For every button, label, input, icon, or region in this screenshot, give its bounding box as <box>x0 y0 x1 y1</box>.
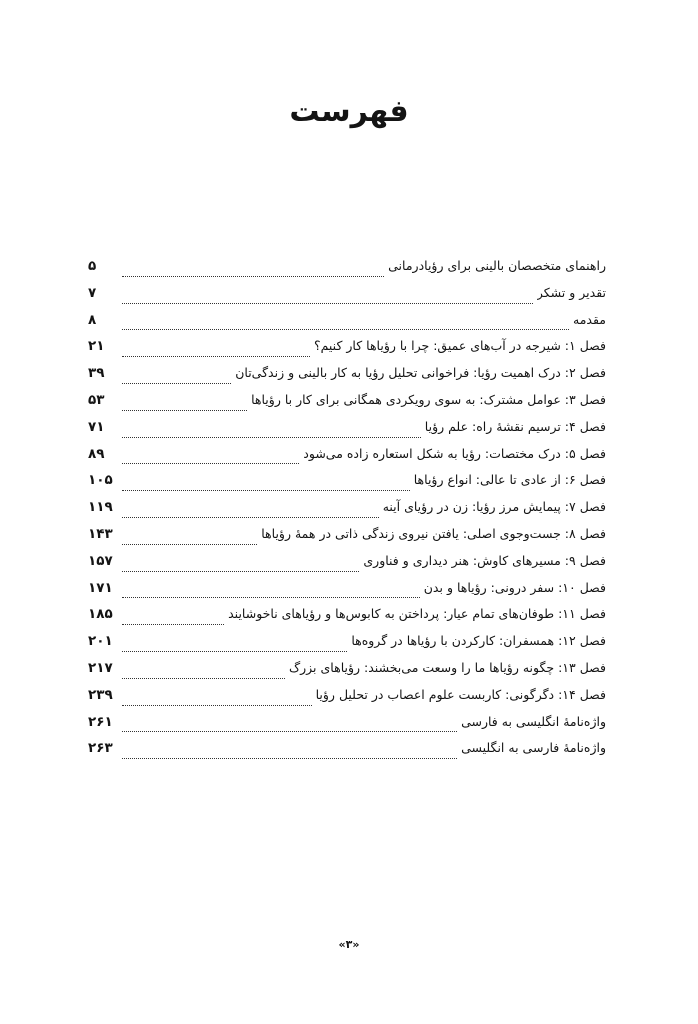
toc-entry-page-number: ۵۳ <box>88 391 105 408</box>
toc-entry <box>88 740 606 767</box>
toc-entry <box>88 419 606 446</box>
dot-leader <box>122 382 231 384</box>
toc-entry-page-number: ۱۰۵ <box>88 472 113 489</box>
toc-entry <box>88 580 606 607</box>
toc-entry <box>88 258 606 285</box>
toc-entry <box>88 285 606 312</box>
toc-entry-title: واژه‌نامهٔ انگلیسی به فارسی <box>461 713 606 729</box>
toc-entry-title: فصل ۱۱: طوفان‌های تمام عیار: پرداختن به کابوس‌ها و رؤیاهای ناخوشایند <box>228 606 606 622</box>
toc-entry <box>88 687 606 714</box>
dot-leader <box>122 328 569 330</box>
toc-entry-page-number: ۲۱۷ <box>88 659 113 676</box>
dot-leader <box>122 730 457 732</box>
toc-entry-title: تقدیر و تشکر <box>536 284 606 300</box>
toc-entry <box>88 338 606 365</box>
dot-leader <box>122 436 421 438</box>
toc-entry <box>88 633 606 660</box>
toc-entry-page-number: ۸۹ <box>88 445 105 462</box>
toc-entry-page-number: ۲۱ <box>88 338 105 355</box>
toc-entry-page-number: ۲۰۱ <box>88 633 113 650</box>
dot-leader <box>122 570 359 572</box>
toc-entry-page-number: ۱۱۹ <box>88 499 113 516</box>
toc-entry-page-number: ۲۳۹ <box>88 686 113 703</box>
toc-entry <box>88 606 606 633</box>
dot-leader <box>122 704 312 706</box>
toc-entry-title: فصل ۴: ترسیم نقشهٔ راه: علم رؤیا <box>424 418 606 434</box>
toc-entry <box>88 526 606 553</box>
dot-leader <box>122 757 457 759</box>
toc-entry-page-number: ۵ <box>88 258 97 274</box>
dot-leader <box>122 596 420 598</box>
toc-entry-page-number: ۳۹ <box>88 365 105 382</box>
toc-entry-title: فصل ۸: جست‌وجوی اصلی: یافتن نیروی زندگی ذاتی در همهٔ رؤیاها <box>261 525 606 541</box>
toc-entry-title: راهنمای متخصصان بالینی برای رؤیادرمانی <box>388 258 606 273</box>
dot-leader <box>122 355 310 357</box>
dot-leader <box>122 516 379 518</box>
toc-entry <box>88 446 606 473</box>
dot-leader <box>122 650 347 652</box>
toc-entry <box>88 660 606 687</box>
toc-entry <box>88 499 606 526</box>
toc-entry-page-number: ۲۶۳ <box>88 740 113 757</box>
toc-entry-title: فصل ۱۰: سفر درونی: رؤیاها و بدن <box>423 579 606 595</box>
toc-entry-page-number: ۷۱ <box>88 418 105 435</box>
toc-entry-title: فصل ۷: پیمایش مرز رؤیا: زن در رؤیای آینه <box>382 499 606 515</box>
toc-entry <box>88 392 606 419</box>
toc-entry <box>88 365 606 392</box>
toc-entry-title: فصل ۹: مسیرهای کاوش: هنر دیداری و فناوری <box>363 552 606 568</box>
dot-leader <box>122 409 247 411</box>
toc-entry-title: فصل ۱: شیرجه در آب‌های عمیق: چرا با رؤیاها کار کنیم؟ <box>313 338 606 354</box>
toc-entry-page-number: ۲۶۱ <box>88 713 113 730</box>
toc-entry-page-number: ۱۷۱ <box>88 579 113 596</box>
toc-entry-title: فصل ۱۲: همسفران: کارکردن با رؤیاها در گروه‌ها <box>351 633 606 649</box>
toc-entry <box>88 553 606 580</box>
toc-entry-title: مقدمه <box>573 311 606 327</box>
dot-leader <box>122 275 384 277</box>
toc-entry-title: فصل ۲: درک اهمیت رؤیا: فراخوانی تحلیل رؤیا به کار بالینی و زندگی‌تان <box>235 365 606 381</box>
page-title: فهرست <box>289 94 409 129</box>
toc-entry <box>88 472 606 499</box>
dot-leader <box>122 543 257 545</box>
toc-entry <box>88 714 606 741</box>
toc-entry <box>88 312 606 339</box>
toc-entry-page-number: ۱۸۵ <box>88 606 113 623</box>
toc-entry-title: فصل ۱۳: چگونه رؤیاها ما را وسعت می‌بخشند: رؤیاهای بزرگ <box>288 659 606 675</box>
toc-entry-title: فصل ۳: عوامل مشترک: به سوی رویکردی همگانی برای کار با رؤیاها <box>251 391 606 407</box>
dot-leader <box>122 462 299 464</box>
table-of-contents <box>88 258 606 767</box>
page-number: «۳» <box>338 938 360 951</box>
toc-entry-title: واژه‌نامهٔ فارسی به انگلیسی <box>461 740 606 756</box>
toc-entry-title: فصل ۶: از عادی تا عالی: انواع رؤیاها <box>413 472 606 488</box>
toc-entry-page-number: ۱۴۳ <box>88 525 113 542</box>
dot-leader <box>122 677 285 679</box>
toc-entry-title: فصل ۱۴: دگرگونی: کاربست علوم اعصاب در تحلیل رؤیا <box>315 686 606 702</box>
toc-entry-page-number: ۸ <box>88 311 97 328</box>
toc-entry-page-number: ۱۵۷ <box>88 552 113 569</box>
dot-leader <box>122 489 410 491</box>
dot-leader <box>122 302 533 304</box>
toc-entry-title: فصل ۵: درک مختصات: رؤیا به شکل استعاره زاده می‌شود <box>303 445 606 461</box>
toc-entry-page-number: ۷ <box>88 284 97 301</box>
dot-leader <box>122 623 224 625</box>
